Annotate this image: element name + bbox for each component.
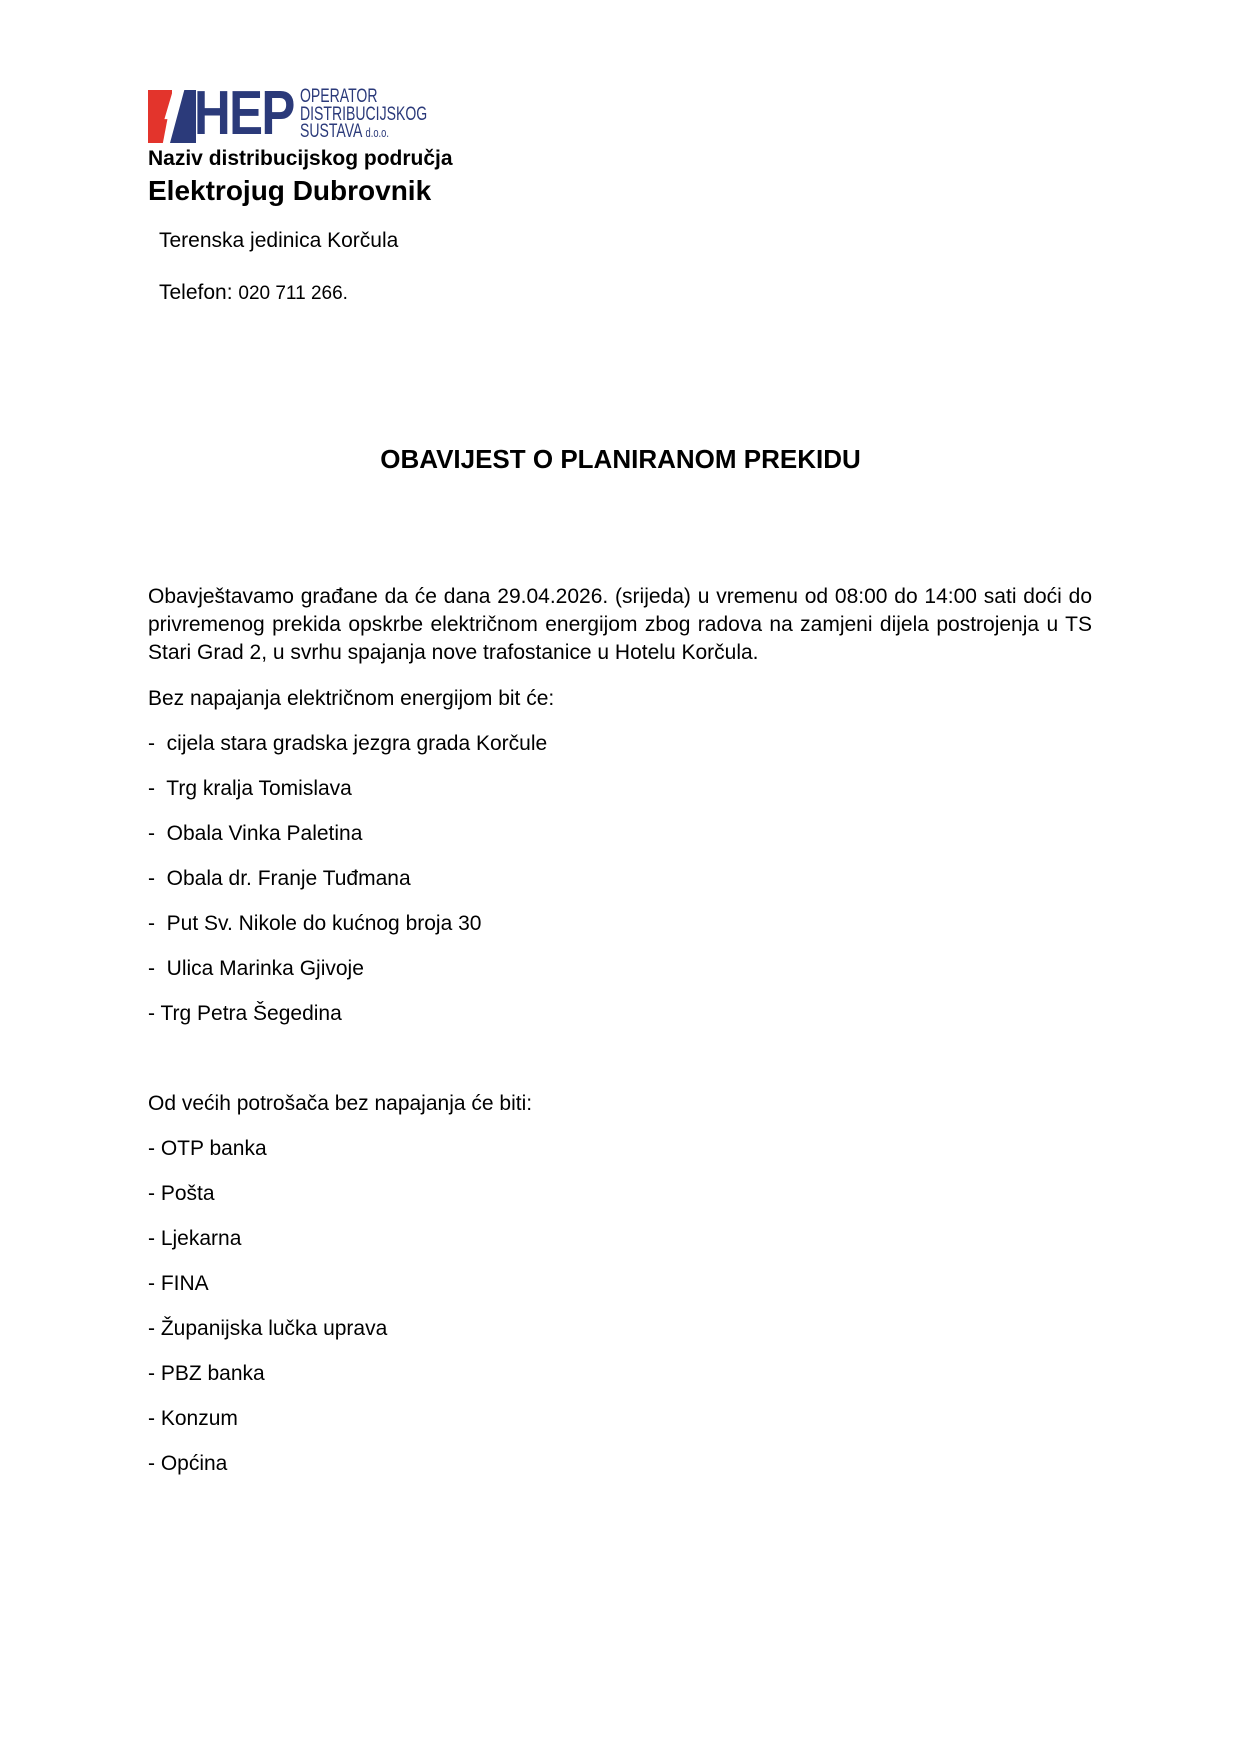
- logo-subtitle: [300, 85, 428, 142]
- hep-logo: [148, 79, 438, 148]
- list-item: - OTP banka: [148, 1137, 267, 1160]
- logo-subtitle-line: SUSTAVA d.o.o.: [300, 120, 389, 142]
- logo-subtitle-line: DISTRIBUCIJSKOG: [300, 102, 428, 125]
- list-item: - Ljekarna: [148, 1227, 242, 1250]
- list-item: - Ulica Marinka Gjivoje: [148, 957, 364, 980]
- region-label: Naziv distribucijskog područja: [148, 147, 453, 170]
- list-item: - Pošta: [148, 1182, 215, 1205]
- list-item: - Obala dr. Franje Tuđmana: [148, 867, 411, 890]
- list-item: - cijela stara gradska jezgra grada Korčule: [148, 732, 548, 755]
- list-item: - Obala Vinka Paletina: [148, 822, 363, 845]
- areas-heading: Bez napajanja električnom energijom bit će:: [148, 687, 555, 710]
- list-item: - Trg Petra Šegedina: [148, 1002, 342, 1025]
- logo-subtitle-line: OPERATOR: [300, 85, 378, 107]
- list-item: - Trg kralja Tomislava: [148, 777, 352, 800]
- phone-number: 020 711 266.: [238, 283, 348, 304]
- consumers-heading: Od većih potrošača bez napajanja će biti:: [148, 1092, 533, 1115]
- list-item: - Županijska lučka uprava: [148, 1317, 388, 1340]
- logo-suffix: d.o.o.: [365, 125, 389, 140]
- list-item: - PBZ banka: [148, 1362, 265, 1385]
- intro-paragraph: Obavještavamo građane da će dana 29.04.2026. (srijeda) u vremenu od 08:00 do 14:00 sati doći do privremenog prekida opskrbe električnom energijom zbog radova na zamjeni dijela postrojenja u TS Stari Grad 2, u svrhu spajanja nove trafostanice u Hotelu Korčula.: [148, 585, 1092, 664]
- phone-label: Telefon:: [159, 281, 239, 304]
- logo-brand-text: HEP: [194, 79, 294, 148]
- field-unit: Terenska jedinica Korčula: [159, 229, 399, 252]
- region-name: Elektrojug Dubrovnik: [148, 175, 432, 206]
- document-title: OBAVIJEST O PLANIRANOM PREKIDU: [380, 444, 861, 474]
- list-item: - Općina: [148, 1452, 228, 1475]
- list-item: - Konzum: [148, 1407, 238, 1430]
- list-item: - Put Sv. Nikole do kućnog broja 30: [148, 912, 482, 935]
- list-item: - FINA: [148, 1272, 209, 1295]
- phone-line: [159, 281, 348, 305]
